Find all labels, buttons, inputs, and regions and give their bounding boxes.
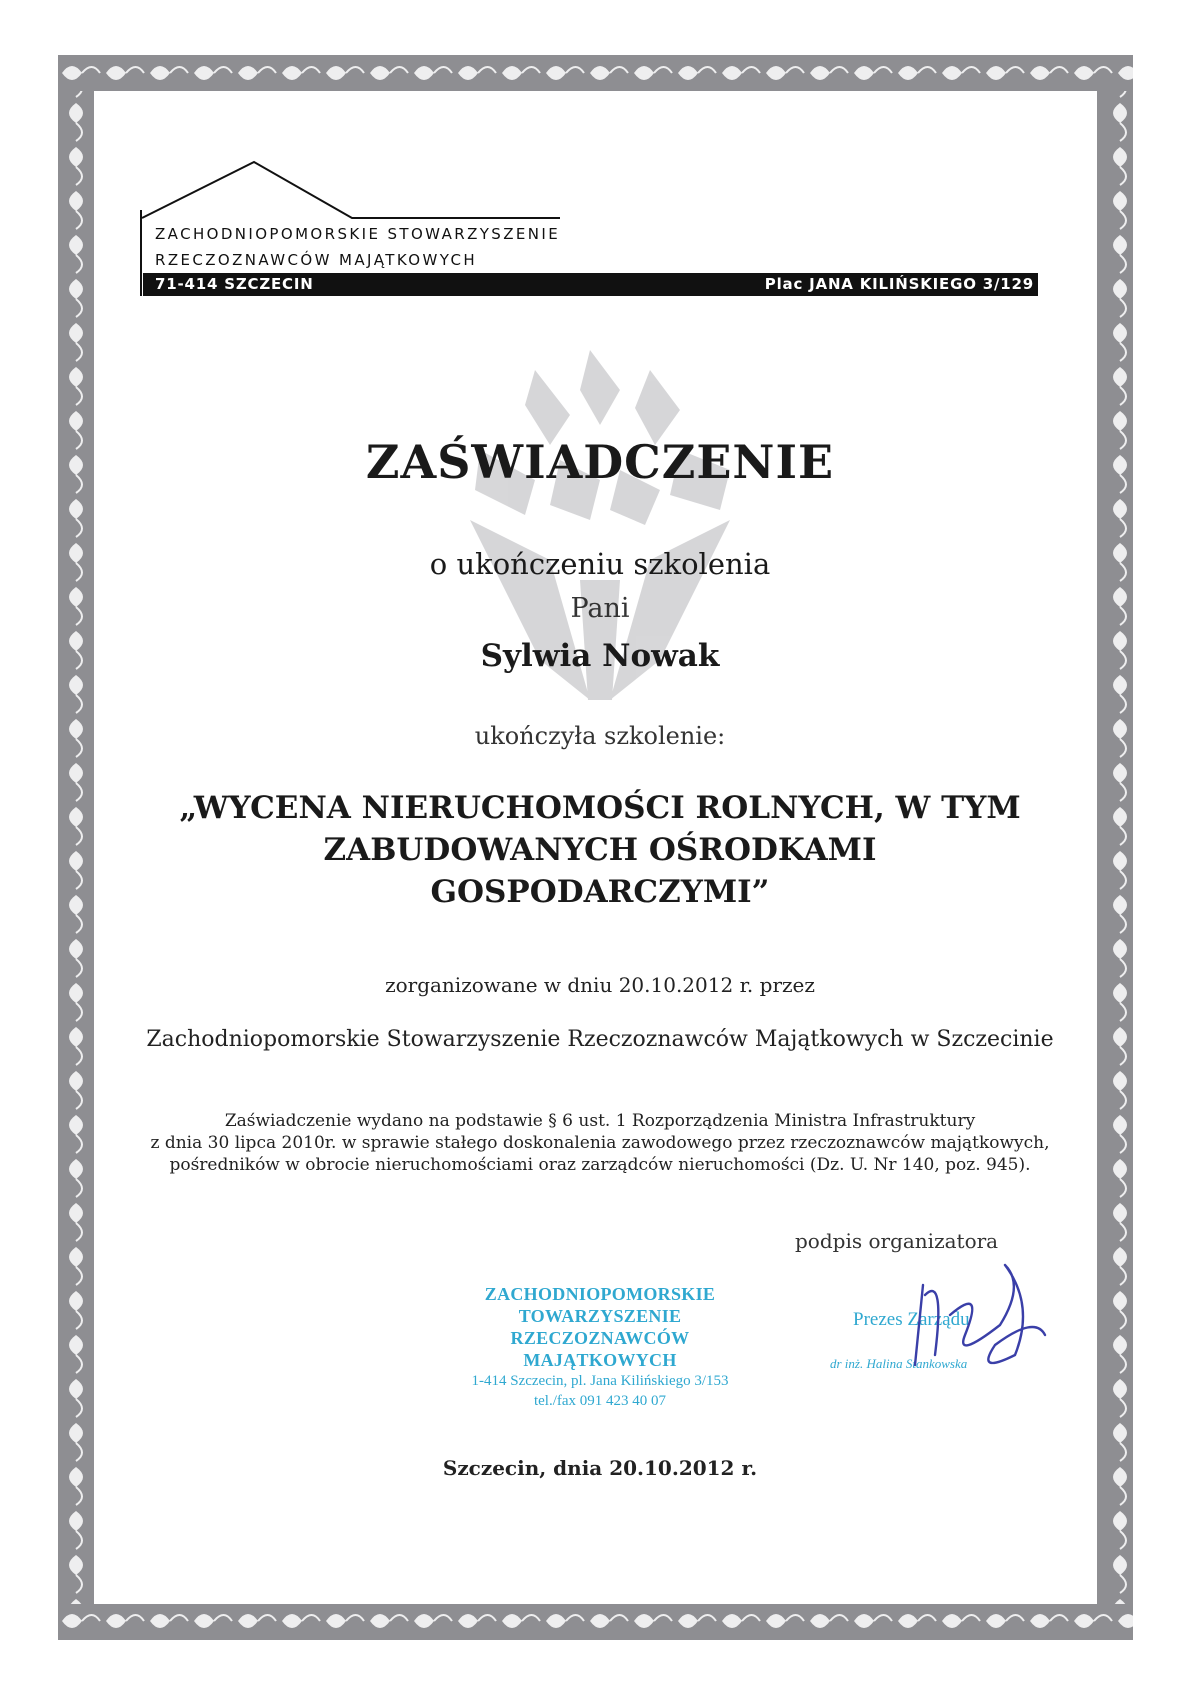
organization-stamp — [430, 1283, 770, 1411]
course-title-line: „WYCENA NIERUCHOMOŚCI ROLNYCH, W TYM — [179, 790, 1021, 826]
recipient-name: Sylwia Nowak — [480, 638, 720, 674]
stamp-line: TOWARZYSZENIE RZECZOZNAWCÓW — [510, 1306, 690, 1348]
certificate-title: ZAŚWIADCZENIE — [365, 435, 835, 489]
header-org-line1: ZACHODNIOPOMORSKIE STOWARZYSZENIE — [155, 225, 561, 243]
salutation: Pani — [570, 593, 630, 624]
place-and-date: Szczecin, dnia 20.10.2012 r. — [442, 1456, 758, 1480]
header-city: 71-414 SZCZECIN — [155, 275, 314, 293]
header-street: Plac JANA KILIŃSKIEGO 3/129 — [764, 275, 1034, 293]
course-title-line: ZABUDOWANYCH OŚRODKAMI — [323, 832, 877, 868]
stamp-line: ZACHODNIOPOMORSKIE — [484, 1284, 716, 1304]
handwritten-signature-icon — [905, 1245, 1055, 1375]
organized-date: zorganizowane w dniu 20.10.2012 r. przez — [385, 973, 815, 997]
legal-line: pośredników w obrocie nieruchomościami oraz zarządców nieruchomości (Dz. U. Nr 140, poz. 945). — [169, 1155, 1031, 1175]
stamp-line: 1-414 Szczecin, pl. Jana Kilińskiego 3/153 — [471, 1373, 729, 1389]
certificate-subtitle: o ukończeniu szkolenia — [429, 547, 771, 581]
organizer-name: Zachodniopomorskie Stowarzyszenie Rzeczoznawców Majątkowych w Szczecinie — [146, 1027, 1054, 1052]
stamp-line: MAJĄTKOWYCH — [523, 1350, 677, 1370]
stamp-line: tel./fax 091 423 40 07 — [533, 1393, 667, 1409]
house-roof-logo-icon — [140, 160, 560, 220]
president-title-stamp: Prezes Zarządu — [853, 1309, 970, 1330]
header-org-line2: RZECZOZNAWCÓW MAJĄTKOWYCH — [155, 251, 478, 269]
header-address-bar — [143, 273, 1038, 296]
completed-label: ukończyła szkolenie: — [474, 722, 726, 750]
header-divider — [140, 210, 142, 296]
signature-label: podpis organizatora — [795, 1229, 999, 1253]
legal-basis — [0, 1110, 1200, 1176]
president-name-stamp: dr inż. Halina Stankowska — [830, 1356, 968, 1371]
course-title — [0, 787, 1200, 913]
legal-line: Zaświadczenie wydano na podstawie § 6 ust. 1 Rozporządzenia Ministra Infrastruktury — [224, 1111, 976, 1131]
legal-line: z dnia 30 lipca 2010r. w sprawie stałego doskonalenia zawodowego przez rzeczoznawców majątkowych, — [150, 1133, 1050, 1153]
course-title-line: GOSPODARCZYMI” — [430, 874, 770, 910]
